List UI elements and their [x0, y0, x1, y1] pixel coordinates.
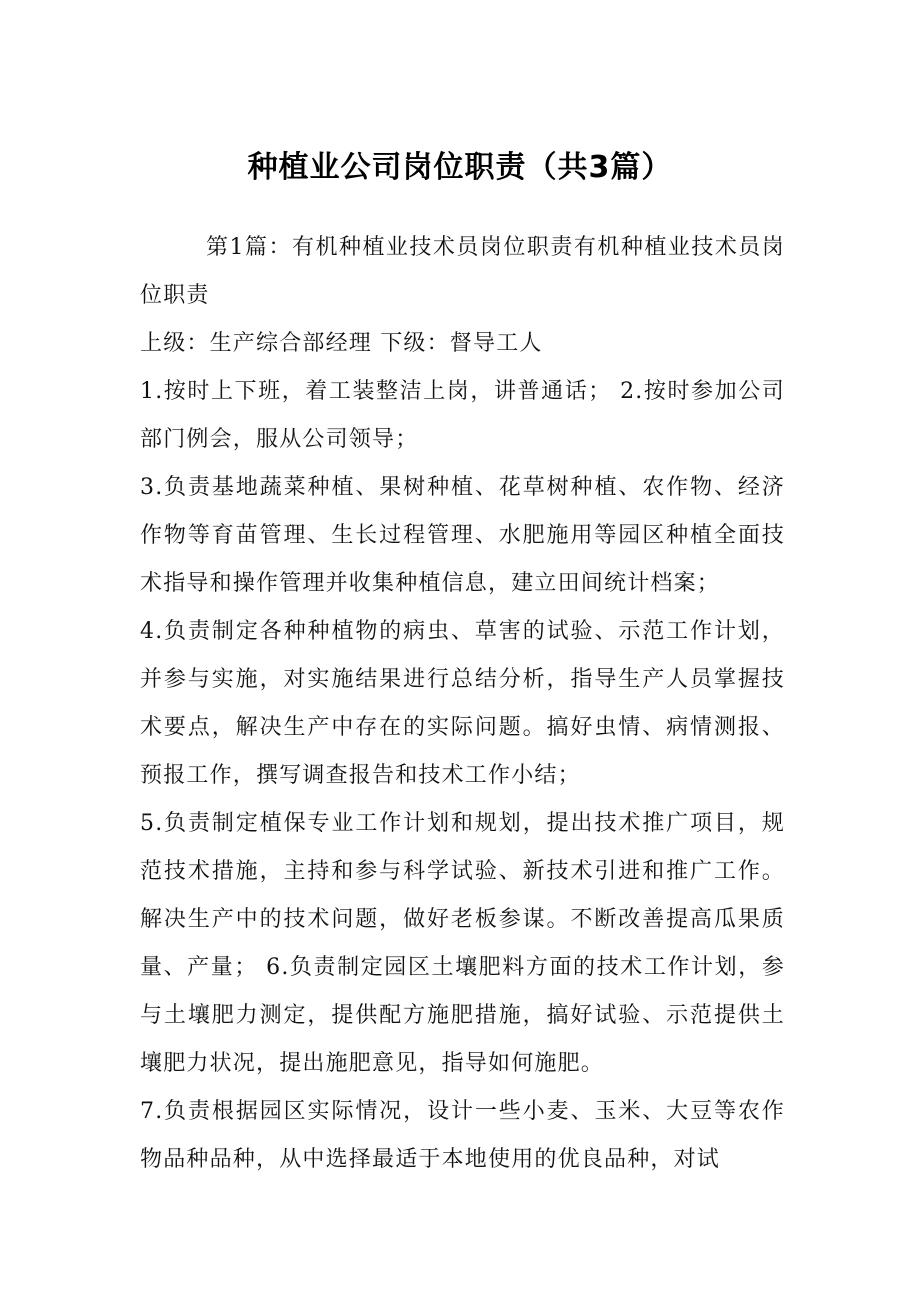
- paragraph-duty-7: 7.负责根据园区实际情况，设计一些小麦、玉米、大豆等农作物品种品种，从中选择最适于本地使用的优良品种，对试: [140, 1099, 785, 1172]
- document-title: 种植业公司岗位职责（共3篇）: [247, 150, 673, 185]
- paragraph-reporting-line: 上级：生产综合部经理 下级：督导工人: [140, 331, 543, 356]
- paragraph-section-heading: 第1篇：有机种植业技术员岗位职责有机种植业技术员岗位职责: [140, 235, 785, 308]
- document-body: [140, 224, 785, 1184]
- paragraph-duty-5-6: 5.负责制定植保专业工作计划和规划，提出技术推广项目，规范技术措施，主持和参与科学试验、新技术引进和推广工作。解决生产中的技术问题，做好老板参谋。不断改善提高瓜果质量、产量； 6.负责制定园区土壤肥料方面的技术工作计划，参与土壤肥力测定，提供配方施肥措施，搞好试验、示范提供土壤肥力状况，提出施肥意见，指导如何施肥。: [140, 811, 785, 1076]
- paragraph-duty-1-2: 1.按时上下班，着工装整洁上岗，讲普通话； 2.按时参加公司部门例会，服从公司领导；: [140, 379, 785, 452]
- paragraph-duty-4: 4.负责制定各种种植物的病虫、草害的试验、示范工作计划，并参与实施，对实施结果进行总结分析，指导生产人员掌握技术要点，解决生产中存在的实际问题。搞好虫情、病情测报、预报工作，撰写调查报告和技术工作小结；: [140, 619, 785, 788]
- paragraph-duty-3: 3.负责基地蔬菜种植、果树种植、花草树种植、农作物、经济作物等育苗管理、生长过程管理、水肥施用等园区种植全面技术指导和操作管理并收集种植信息，建立田间统计档案；: [140, 475, 785, 596]
